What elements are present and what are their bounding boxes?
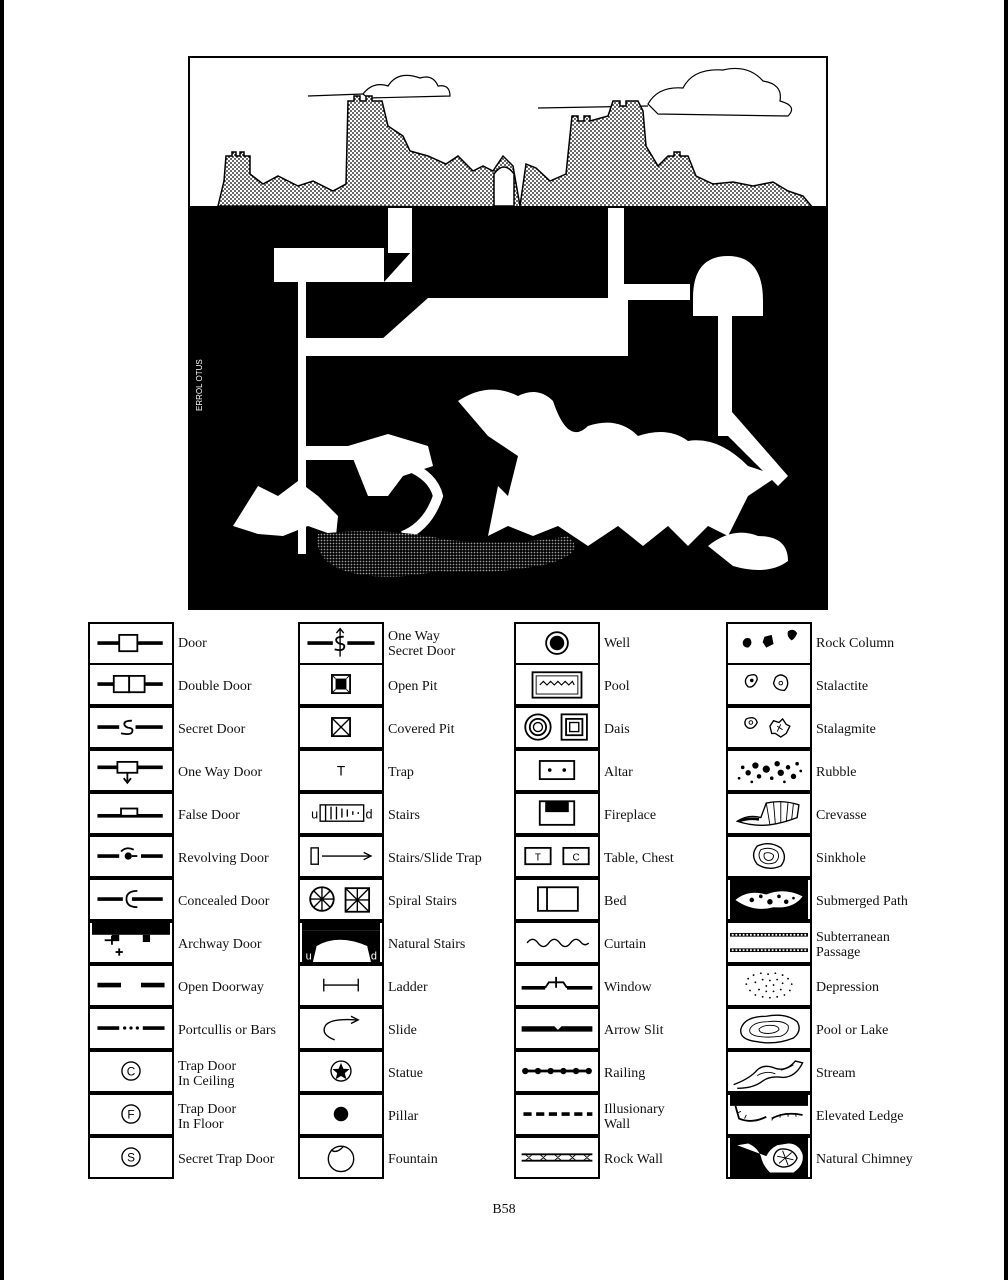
legend-label [178, 1138, 274, 1181]
legend-label-text: Sinkhole [816, 851, 866, 866]
curtain-icon [514, 921, 600, 964]
legend-label [604, 1052, 645, 1095]
legend-label [178, 880, 269, 923]
legend-label [604, 794, 656, 837]
natural-stairs-icon [298, 921, 384, 964]
svg-text:d: d [370, 950, 377, 962]
legend-label [816, 880, 908, 923]
legend-label [604, 751, 633, 794]
legend-label [178, 622, 207, 665]
elevated-ledge-icon [726, 1093, 812, 1136]
svg-text:C: C [572, 852, 580, 864]
legend-label-text: Submerged Path [816, 894, 908, 909]
legend-label-text: Table, Chest [604, 851, 674, 866]
legend-label [604, 665, 630, 708]
legend-label [178, 923, 262, 966]
page-number: B58 [492, 1202, 516, 1217]
legend-label [178, 966, 264, 1009]
left-page-edge [0, 0, 4, 1280]
legend-label-text: Rock Column [816, 636, 895, 651]
portcullis-icon [88, 1007, 174, 1050]
legend-label-text-line2: In Floor [178, 1116, 224, 1132]
legend-label [178, 708, 245, 751]
svg-text:u: u [305, 950, 312, 962]
legend-label [604, 708, 630, 751]
archway-door-icon [88, 921, 174, 964]
table-chest-icon [514, 835, 600, 878]
legend-label-text: Trap Door [178, 1058, 237, 1074]
legend-label-text: Fountain [388, 1152, 438, 1167]
rock-column-icon [726, 622, 812, 665]
legend-label [388, 966, 428, 1009]
pillar-icon [298, 1093, 384, 1136]
legend-label [816, 1052, 856, 1095]
legend-label-text: Natural Chimney [816, 1152, 913, 1167]
legend-label [388, 708, 455, 751]
legend-label [604, 1138, 663, 1181]
legend-label-text: Stairs/Slide Trap [388, 851, 482, 866]
double-door-icon [88, 663, 174, 706]
stairs-icon [298, 792, 384, 835]
legend-label-text: Covered Pit [388, 722, 455, 737]
statue-icon [298, 1050, 384, 1093]
legend-label [604, 1009, 664, 1052]
revolving-door-icon [88, 835, 174, 878]
stairs-slide-trap-icon [298, 835, 384, 878]
legend-label [816, 1138, 913, 1181]
depression-icon [726, 964, 812, 1007]
right-page-edge [1004, 0, 1008, 1280]
legend-label-text: Arrow Slit [604, 1023, 664, 1038]
legend-label-text: Illusionary [604, 1101, 665, 1117]
legend-label [178, 837, 269, 880]
one-way-door-icon [88, 749, 174, 792]
door-icon [88, 622, 174, 665]
legend-label [816, 1095, 903, 1138]
legend-label-text-line2: Secret Door [388, 643, 456, 659]
legend-label-text: Portcullis or Bars [178, 1023, 276, 1038]
legend-label [604, 622, 630, 665]
artist-signature: ERROL OTUS [195, 359, 204, 411]
natural-chimney-icon [726, 1136, 812, 1179]
legend-label [816, 837, 866, 880]
window-icon [514, 964, 600, 1007]
rubble-icon [726, 749, 812, 792]
dais-icon [514, 706, 600, 749]
ruin-arch [494, 167, 514, 206]
legend-label-text: Pool or Lake [816, 1023, 889, 1038]
legend-label-text: Window [604, 980, 652, 995]
legend-label-text: Concealed Door [178, 894, 270, 909]
legend-label [388, 1095, 418, 1138]
legend-label [178, 665, 252, 708]
dungeon-cross-section-illustration [188, 56, 828, 610]
slide-icon [298, 1007, 384, 1050]
secret-door-icon [88, 706, 174, 749]
legend-label-text: Pillar [388, 1109, 419, 1124]
fountain-icon [298, 1136, 384, 1179]
trap-door-ceiling-icon [88, 1050, 174, 1093]
covered-pit-icon [298, 706, 384, 749]
spiral-stairs-icon [298, 878, 384, 921]
svg-text:T: T [534, 852, 542, 864]
legend-label-text: Crevasse [816, 808, 867, 823]
crevasse-icon [726, 792, 812, 835]
legend-label-text: Ladder [388, 980, 428, 995]
legend-label [604, 923, 646, 966]
legend-label [388, 622, 455, 665]
altar-icon [514, 749, 600, 792]
legend-label [816, 665, 868, 708]
legend-label [816, 966, 879, 1009]
svg-text:C: C [126, 1065, 136, 1079]
open-pit-icon [298, 663, 384, 706]
pool-icon [514, 663, 600, 706]
legend-label-text: Rock Wall [604, 1152, 663, 1167]
secret-trap-door-icon [88, 1136, 174, 1179]
legend-label-text: Double Door [178, 679, 252, 694]
sinkhole-icon [726, 835, 812, 878]
legend-label [388, 794, 420, 837]
fireplace-icon [514, 792, 600, 835]
legend-label-text: One Way Door [178, 765, 263, 780]
legend-label-text: Open Pit [388, 679, 438, 694]
svg-text:u: u [311, 807, 319, 822]
legend-label [388, 837, 482, 880]
legend-label [178, 751, 262, 794]
legend-label-text: Subterranean [816, 929, 890, 945]
legend-label-text: Revolving Door [178, 851, 269, 866]
rock-wall-icon [514, 1136, 600, 1179]
legend-label-text: False Door [178, 808, 240, 823]
legend-label [816, 622, 894, 665]
legend-label [604, 966, 652, 1009]
legend-label [604, 880, 627, 923]
legend-label-text: Open Doorway [178, 980, 264, 995]
legend-label-text: Elevated Ledge [816, 1109, 904, 1124]
submerged-path-icon [726, 878, 812, 921]
svg-text:T: T [336, 763, 346, 779]
legend-label-text: One Way [388, 628, 440, 644]
arrow-slit-icon [514, 1007, 600, 1050]
legend-label-text: Secret Door [178, 722, 246, 737]
legend-label [178, 1052, 236, 1095]
svg-text:F: F [127, 1108, 135, 1122]
legend-label [388, 1052, 423, 1095]
legend-label [816, 708, 876, 751]
legend-label-text: Natural Stairs [388, 937, 466, 952]
legend-label [178, 1095, 236, 1138]
legend-label [388, 665, 437, 708]
legend-label-text: Rubble [816, 765, 857, 780]
legend-label-text: Door [178, 636, 207, 651]
legend-label [388, 880, 457, 923]
svg-text:S: S [127, 1151, 135, 1165]
legend-label-text: Archway Door [178, 937, 262, 952]
legend-label-text: Slide [388, 1023, 417, 1038]
legend-label-text-line2: In Ceiling [178, 1073, 235, 1089]
trap-icon [298, 749, 384, 792]
pool-or-lake-icon [726, 1007, 812, 1050]
stalagmite-icon [726, 706, 812, 749]
legend-label [604, 837, 674, 880]
trap-door-floor-icon [88, 1093, 174, 1136]
ladder-icon [298, 964, 384, 1007]
legend-label-text: Fireplace [604, 808, 657, 823]
legend-label-text: Railing [604, 1066, 646, 1081]
legend-label-text: Altar [604, 765, 633, 780]
stream-icon [726, 1050, 812, 1093]
legend-label-text: Stairs [388, 808, 420, 823]
legend-label-text: Well [604, 636, 631, 651]
legend-label [178, 1009, 276, 1052]
legend-label-text: Statue [388, 1066, 423, 1081]
legend-label [388, 1009, 417, 1052]
well-icon [514, 622, 600, 665]
legend-label-text: Bed [604, 894, 627, 909]
legend-label-text: Trap [388, 765, 414, 780]
illusionary-wall-icon [514, 1093, 600, 1136]
legend-label [816, 923, 890, 966]
legend-label [388, 923, 465, 966]
legend-label-text-line2: Wall [604, 1116, 631, 1132]
one-way-secret-door-icon [298, 622, 384, 665]
legend-label [388, 751, 414, 794]
legend-label-text: Pool [604, 679, 630, 694]
legend-label [604, 1095, 665, 1138]
legend-label [816, 794, 867, 837]
legend-label-text: Trap Door [178, 1101, 237, 1117]
open-doorway-icon [88, 964, 174, 1007]
legend-label-text: Secret Trap Door [178, 1152, 275, 1167]
legend-label [388, 1138, 438, 1181]
legend-label-text: Curtain [604, 937, 646, 952]
bed-icon [514, 878, 600, 921]
legend-label-text-line2: Passage [816, 944, 861, 960]
railing-icon [514, 1050, 600, 1093]
legend-label-text: Stalagmite [816, 722, 876, 737]
legend-label-text: Spiral Stairs [388, 894, 457, 909]
svg-text:d: d [365, 807, 373, 822]
legend-label-text: Dais [604, 722, 630, 737]
subterranean-passage-icon [726, 921, 812, 964]
legend-label-text: Stream [816, 1066, 856, 1081]
legend-label [178, 794, 240, 837]
legend-label-text: Stalactite [816, 679, 869, 694]
stalactite-icon [726, 663, 812, 706]
concealed-door-icon [88, 878, 174, 921]
legend-label [816, 751, 856, 794]
false-door-icon [88, 792, 174, 835]
legend-label [816, 1009, 888, 1052]
legend-label-text: Depression [816, 980, 879, 995]
